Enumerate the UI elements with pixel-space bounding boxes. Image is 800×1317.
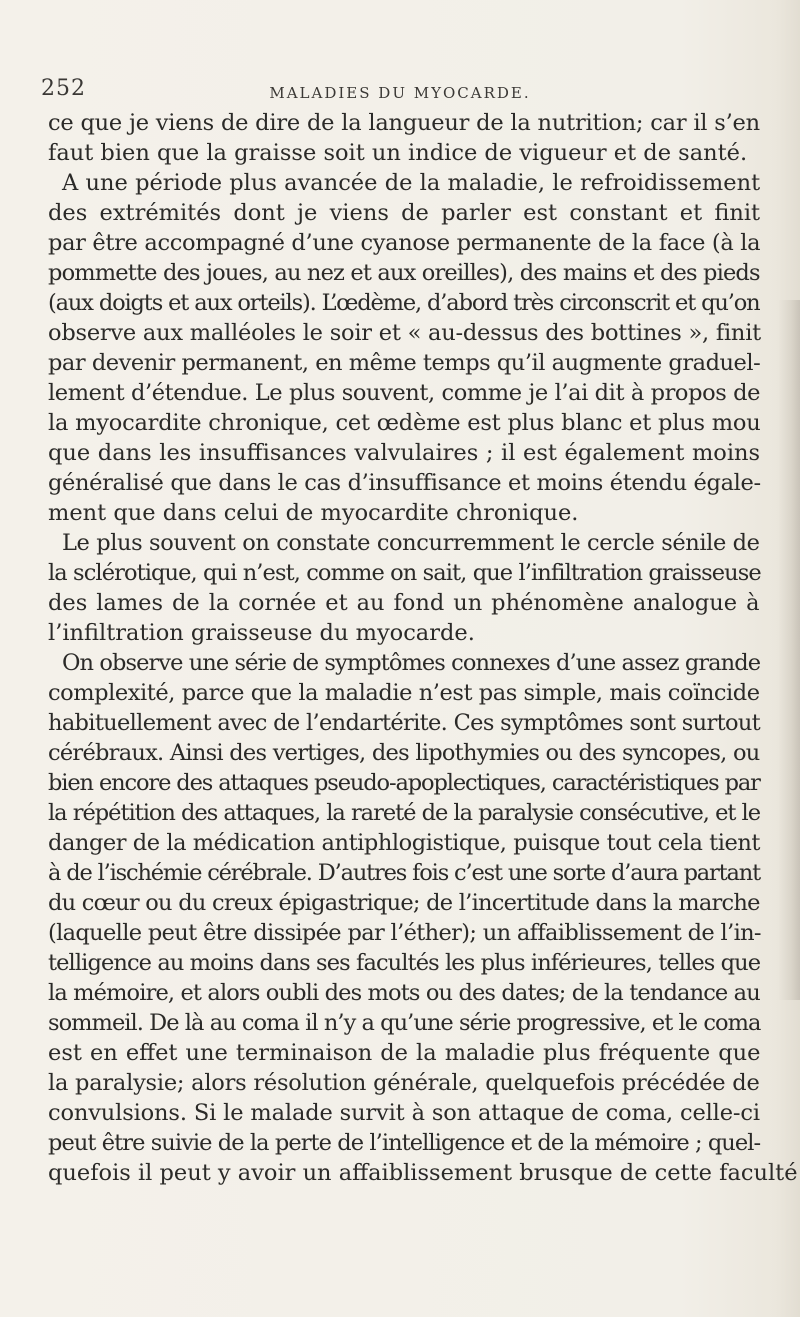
text-line: observe aux malléoles le soir et « au-dessus des bottines », finit <box>48 320 761 346</box>
text-line: ce que je viens de dire de la langueur de la nutrition; car il s’en <box>48 110 760 136</box>
text-line: que dans les insuffisances valvulaires ; il est également moins <box>48 440 761 466</box>
text-line: l’infiltration graisseuse du myocarde. <box>48 620 475 646</box>
text-line: ment que dans celui de myocardite chronique. <box>48 500 579 526</box>
text-line: On observe une série de symptômes connexes d’une assez grande <box>62 650 761 676</box>
text-line: bien encore des attaques pseudo-apoplectiques, caractéristiques par <box>48 770 760 796</box>
text-line: (aux doigts et aux orteils). L’œdème, d’abord très circonscrit et qu’on <box>48 290 760 316</box>
text-line: par être accompagné d’une cyanose permanente de la face (à la <box>48 230 761 256</box>
text-line: quefois il peut y avoir un affaiblissement brusque de cette faculté <box>48 1160 798 1186</box>
text-line: des extrémités dont je viens de parler est constant et finit <box>48 200 761 226</box>
text-line: par devenir permanent, en même temps qu’il augmente graduel- <box>48 350 761 376</box>
text-line: pommette des joues, au nez et aux oreilles), des mains et des pieds <box>48 260 760 286</box>
text-line: complexité, parce que la maladie n’est pas simple, mais coïncide <box>48 680 760 706</box>
text-line: la myocardite chronique, cet œdème est plus blanc et plus mou <box>48 410 761 436</box>
text-line: est en effet une terminaison de la maladie plus fréquente que <box>48 1040 761 1066</box>
running-head: MALADIES DU MYOCARDE. <box>269 84 531 102</box>
text-line: A une période plus avancée de la maladie, le refroidissement <box>62 170 761 196</box>
text-line: la répétition des attaques, la rareté de la paralysie consécutive, et le <box>48 800 761 826</box>
text-line: cérébraux. Ainsi des vertiges, des lipothymies ou des syncopes, ou <box>48 740 760 766</box>
text-line: faut bien que la graisse soit un indice de vigueur et de santé. <box>48 140 748 166</box>
text-line: Le plus souvent on constate concurremment le cercle sénile de <box>62 530 760 556</box>
text-line: la paralysie; alors résolution générale, quelquefois précédée de <box>48 1070 760 1096</box>
text-line: généralisé que dans le cas d’insuffisance et moins étendu égale- <box>48 470 761 496</box>
text-line: danger de la médication antiphlogistique, puisque tout cela tient <box>48 830 760 856</box>
text-line: peut être suivie de la perte de l’intelligence et de la mémoire ; quel- <box>48 1130 761 1156</box>
text-line: (laquelle peut être dissipée par l’éther); un affaiblissement de l’in- <box>48 920 761 946</box>
text-line: telligence au moins dans ses facultés les plus inférieures, telles que <box>48 950 761 976</box>
page-edge-shadow <box>778 300 800 1000</box>
text-line: lement d’étendue. Le plus souvent, comme je l’ai dit à propos de <box>48 380 760 406</box>
text-line: convulsions. Si le malade survit à son attaque de coma, celle-ci <box>48 1100 760 1126</box>
text-line: la sclérotique, qui n’est, comme on sait, que l’infiltration graisseuse <box>48 560 761 586</box>
text-line: sommeil. De là au coma il n’y a qu’une série progressive, et le coma <box>48 1010 761 1036</box>
text-line: habituellement avec de l’endartérite. Ces symptômes sont surtout <box>48 710 761 736</box>
text-line: du cœur ou du creux épigastrique; de l’incertitude dans la marche <box>48 890 760 916</box>
page-number: 252 <box>41 76 86 101</box>
text-line: la mémoire, et alors oubli des mots ou des dates; de la tendance au <box>48 980 760 1006</box>
text-line: à de l’ischémie cérébrale. D’autres fois c’est une sorte d’aura partant <box>48 860 760 886</box>
text-line: des lames de la cornée et au fond un phénomène analogue à <box>48 590 760 616</box>
